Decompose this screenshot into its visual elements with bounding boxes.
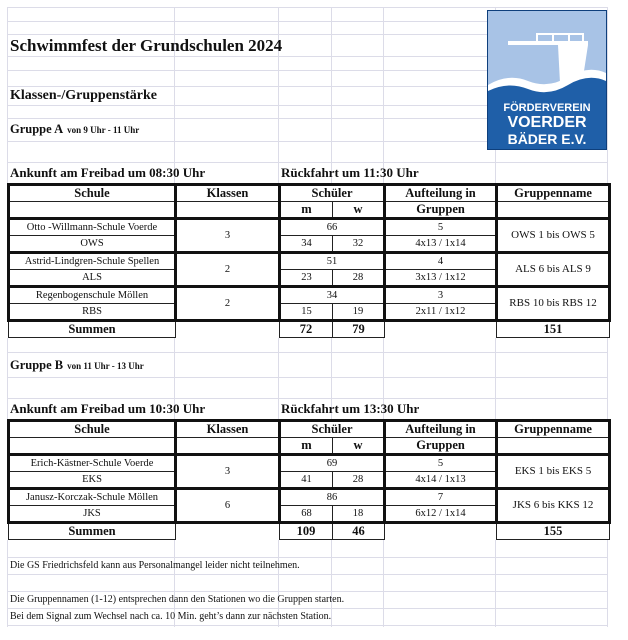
table-row: OWS 34 32 4x13 / 1x14 [9,236,610,253]
col-w: w [333,202,385,219]
col-schule: Schule [9,185,176,202]
page-subtitle: Klassen-/Gruppenstärke [10,88,158,103]
note-gruppennamen: Die Gruppennamen (1-12) entsprechen dann den Stationen wo die Gruppen starten. [10,594,345,605]
table-row: Astrid-Lindgren-Schule Spellen 2 51 4 ALS 6 bis ALS 9 [9,253,610,270]
group-a-return: Rückfahrt um 11:30 Uhr [281,165,419,180]
group-a-label: Gruppe A [10,122,64,136]
group-b-arrival: Ankunft am Freibad um 10:30 Uhr [10,401,206,416]
group-b-heading [10,358,144,373]
table-row: Regenbogenschule Möllen 2 34 3 RBS 10 bis RBS 12 [9,287,610,304]
table-row: RBS 15 19 2x11 / 1x12 [9,304,610,321]
table-header-row [9,185,610,202]
table-sum-row [9,321,610,338]
foerderverein-logo [487,10,607,150]
sum-m: 72 [280,321,333,338]
table-sum-row: Summen 109 46 155 [9,523,610,540]
logo-line2: VOERDER [507,114,587,131]
note-signal: Bei dem Signal zum Wechsel nach ca. 10 Min. geht’s dann zur nächsten Station. [10,611,332,622]
col-schueler: Schüler [280,185,385,202]
group-a-heading [10,122,139,137]
table-row: EKS 41 28 4x14 / 1x13 [9,472,610,489]
table-row: JKS 68 18 6x12 / 1x14 [9,506,610,523]
col-m: m [280,202,333,219]
page-title: Schwimmfest der Grundschulen 2024 [10,36,283,55]
table-row: ALS 23 28 3x13 / 1x12 [9,270,610,287]
table-row: Erich-Kästner-Schule Voerde 3 69 5 EKS 1 bis EKS 5 [9,455,610,472]
diving-board-icon [488,11,606,101]
group-a-table [7,183,611,338]
group-b-return: Rückfahrt um 13:30 Uhr [281,401,420,416]
group-b-time: von 11 Uhr - 13 Uhr [67,361,144,371]
logo-line1: FÖRDERVEREIN [503,102,591,114]
table-row: Otto -Willmann-Schule Voerde 3 66 5 OWS 1 bis OWS 5 [9,219,610,236]
table-row: Janusz-Korczak-Schule Möllen 6 86 7 JKS 6 bis KKS 12 [9,489,610,506]
logo-line3: BÄDER E.V. [507,131,587,147]
group-a-arrival: Ankunft am Freibad um 08:30 Uhr [10,165,206,180]
col-gruppenname: Gruppenname [497,185,610,202]
col-gruppen: Gruppen [385,202,497,219]
col-aufteilung: Aufteilung in [385,185,497,202]
group-a-time: von 9 Uhr - 11 Uhr [67,125,140,135]
sum-w: 79 [333,321,385,338]
table-header-row: Schule Klassen Schüler Aufteilung in Gruppenname [9,421,610,438]
table-subheader-row: m w Gruppen [9,438,610,455]
sum-total: 151 [497,321,610,338]
group-b-table [7,419,611,540]
note-friedrichsfeld: Die GS Friedrichsfeld kann aus Personalmangel leider nicht teilnehmen. [10,560,300,571]
col-klassen: Klassen [176,185,280,202]
table-subheader-row [9,202,610,219]
group-b-label: Gruppe B [10,358,64,372]
sum-label: Summen [9,321,176,338]
